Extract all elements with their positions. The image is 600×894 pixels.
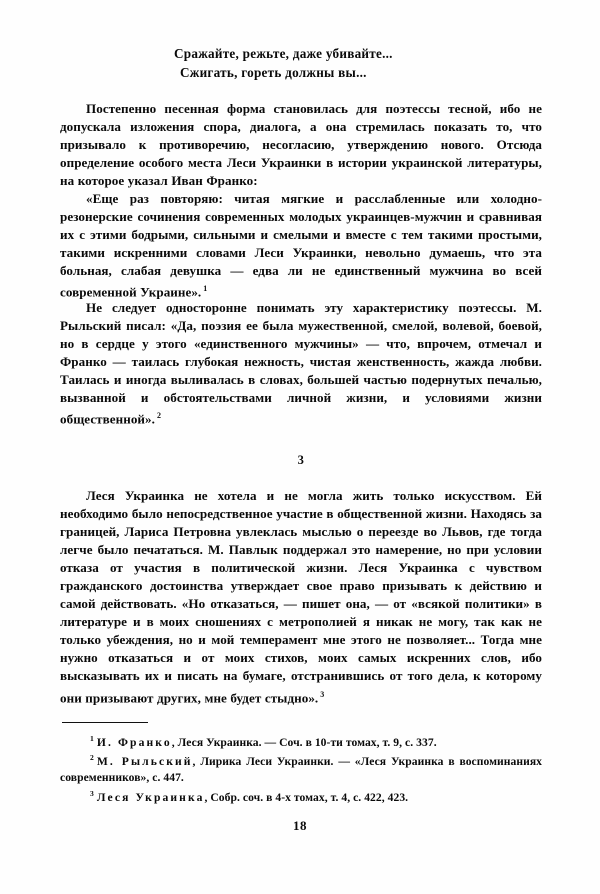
quote-rylsky-text: Не следует односторонне понимать эту характеристику поэтессы. М. Рыльский писал: «Да, поэзия ее была мужественной, смелой, волевой, боевой, но в сердце у этого «единственного мужчины» — что, впрочем, отмечал и Франко — таилась глубокая нежность, чистая женственность, жажда любви. Таилась и иногда выливалась в словах, большей частью подернутых печалью, вызванной и обстоятельствами личной жизни, и условиями жизни общественной». bbox=[60, 300, 542, 427]
footnote-separator-rule bbox=[62, 722, 148, 723]
paragraph-four bbox=[60, 487, 542, 707]
epigraph bbox=[174, 44, 514, 82]
footnote-author: Леся Украинка bbox=[96, 790, 205, 804]
footnote-item bbox=[60, 731, 542, 750]
epigraph-line-1: Сражайте, режьте, даже убивайте... bbox=[174, 46, 393, 61]
body-block-two bbox=[60, 299, 542, 429]
page-number: 18 bbox=[293, 818, 307, 833]
footnote-ref-3[interactable]: 3 bbox=[320, 689, 325, 699]
footnote-ref-2[interactable]: 2 bbox=[156, 411, 162, 421]
body-block-one bbox=[60, 100, 542, 302]
footnote-text: , Лирика Леси Украинки. — «Леся Украинка в воспоминаниях современников», с. 447. bbox=[60, 755, 542, 784]
paragraph-four-text: Леся Украинка не хотела и не могла жить только искусством. Ей необходимо было непосредственное участие в общественной жизни. Находясь за границей, Лариса Петровна увлеклась мыслью о переезде во Львов, где тогда легче было печататься. М. Павлык поддержал это намерение, но при условии отказа от участия в политической жизни. Леся Украинка с чувством гражданского достоинства утверждает свое право призывать к действию и самой действовать. «Но отказаться, — пишет она, — от «всякой политики» в литературе и в моих сношениях с метрополией я никак не могу, так как не только убеждения, но и мой темперамент мне этого не позволяет... Тогда мне нужно отказаться и от моих стихов, моих самых искренних слов, ибо высказывать их и писать на бумаге, отстранившись от того дела, к которому они призывают других, мне будет стыдно». bbox=[60, 488, 542, 705]
body-block-three bbox=[60, 487, 542, 707]
footnote-text: , Собр. соч. в 4-х томах, т. 4, с. 422, 423. bbox=[204, 790, 409, 804]
footnote-ref-1[interactable]: 1 bbox=[203, 284, 208, 294]
footnote-item bbox=[60, 750, 542, 785]
footnote-marker: 3 bbox=[90, 788, 94, 798]
footnote-marker: 1 bbox=[90, 734, 94, 743]
paragraph-one: Постепенно песенная форма становилась для поэтессы тесной, ибо не допускала изложения спора, диалога, а она стремилась показать то, что призывало к противоречию, несогласию, утверждению нового. Отсюда определение особого места Леси Украинки в истории украинской литературы, на которое указал Иван Франко: bbox=[60, 101, 542, 189]
footnote-author: М. Рыльский bbox=[96, 755, 193, 769]
paragraph-three bbox=[60, 299, 542, 429]
epigraph-line-2: Сжигать, гореть должны вы... bbox=[180, 65, 367, 80]
footnotes-block bbox=[60, 731, 542, 805]
footnote-text: , Леся Украинка. — Соч. в 10-ти томах, т. 9, с. 337. bbox=[171, 735, 437, 749]
quote-franko-text: «Еще раз повторяю: читая мягкие и расслабленные или холодно-резонерские сочинения современных молодых украинцев-мужчин и сравнивая их с этими бодрыми, сильными и смелыми и вместе с тем такими простыми, такими искренними словами Леси Украинки, невольно думаешь, что эта больная, слабая девушка — едва ли не единственный мужчина во всей современной Украине». bbox=[60, 191, 542, 300]
section-number: 3 bbox=[297, 453, 305, 467]
footnote-item bbox=[60, 786, 542, 805]
footnote-author: И. Франко bbox=[96, 735, 172, 749]
paragraph-two-quote bbox=[60, 190, 542, 302]
footnote-marker: 2 bbox=[90, 753, 94, 763]
